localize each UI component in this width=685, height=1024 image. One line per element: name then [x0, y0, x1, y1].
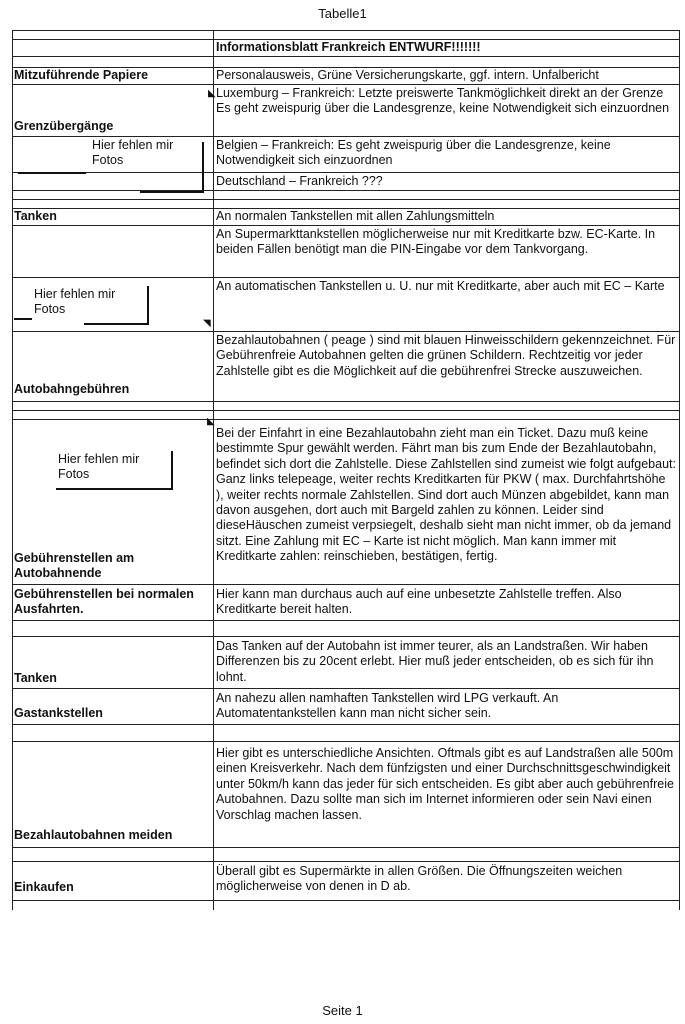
- note-line-1: Hier fehlen mir: [58, 452, 140, 466]
- row-text: Das Tanken auf der Autobahn ist immer teurer, als an Landstraßen. Wir haben Differenzen bis zu 20cent erlebt. Hier muß jeder entscheiden, ob es sich für ihn lohnt.: [216, 639, 654, 684]
- table-row: [12, 620, 680, 636]
- row-text: Deutschland – Frankreich ???: [216, 174, 383, 188]
- note-bracket-line: [171, 451, 173, 489]
- row-label: Grenzübergänge: [14, 119, 114, 133]
- missing-photos-note: [92, 138, 173, 168]
- row-text: An automatischen Tankstellen u. U. nur mit Kreditkarte, aber auch mit EC – Karte: [216, 279, 665, 293]
- row-label: Gastankstellen: [14, 706, 103, 720]
- note-bracket-line: [14, 318, 32, 320]
- note-line-2: Fotos: [92, 153, 124, 167]
- table-row: [12, 84, 680, 136]
- note-bracket-line: [140, 191, 204, 193]
- corner-marker-icon: ◣: [208, 88, 216, 99]
- row-label: Tanken: [14, 209, 57, 223]
- table-row: [12, 419, 680, 584]
- row-label: Einkaufen: [14, 880, 74, 894]
- row-text: Überall gibt es Supermärkte in allen Größen. Die Öffnungszeiten weichen möglicherweise von denen in D ab.: [216, 864, 623, 894]
- table-row: [12, 199, 680, 208]
- page-header-title: Tabelle1: [318, 6, 367, 21]
- row-text: Personalausweis, Grüne Versicherungskarte, ggf. intern. Unfalbericht: [216, 68, 599, 82]
- table-row: [12, 67, 680, 84]
- row-text: An nahezu allen namhaften Tankstellen wird LPG verkauft. An Automatentankstellen kann man nicht sicher sein.: [216, 691, 559, 721]
- row-text: Bei der Einfahrt in eine Bezahlautobahn zieht man ein Ticket. Dazu muß keine bestimmte Spur gewählt werden. Fährt man bis zum Ende der Bezahlautobahn, befindet sich dort die Zahlstelle. Diese Zahlstellen sind zumeist wie folgt aufgebaut: Ganz links telepeage, weiter rechts Kreditkarten für PKW ( max. Durchfahrtshöhe ), weiter rechts normale Zahlstellen. Sind dort auch Münzen abgebildet, kann man davon ausgehen, dort auch mit Bargeld zahlen zu können. Leider sind dieseHäuschen zumeist verpsiegelt, deshalb sieht man nicht immer, ob da jemand sitzt. Eine Zahlung mit EC – Karte ist nicht möglich. Man kann immer mit Kreditkarte zahlen: reinschieben, bestätigen, fertig.: [216, 426, 676, 564]
- row-text: An normalen Tankstellen mit allen Zahlungsmitteln: [216, 209, 495, 223]
- missing-photos-note: [34, 287, 115, 317]
- table-row: [12, 225, 680, 277]
- table-row: [12, 741, 680, 847]
- row-text: Hier gibt es unterschiedliche Ansichten. Oftmals gibt es auf Landstraßen alle 500m einen Kreisverkehr. Nach dem fünfzigsten und einer Durchschnittsgeschwindigkeit unter 50km/h kann das jeder für sich entscheiden. Es gibt aber auch gebührenfreie Autobahnen. Dazu sollte man sich im Internet informieren oder sein Navi einen Vorschlag machen lassen.: [216, 746, 674, 822]
- note-bracket-line: [147, 286, 149, 324]
- table-row: [12, 208, 680, 225]
- table-row: [12, 584, 680, 620]
- table-row: [12, 331, 680, 401]
- row-label: Gebührenstellen bei normalen Ausfahrten.: [14, 587, 194, 616]
- corner-marker-icon: ◣: [207, 416, 215, 427]
- row-text: Belgien – Frankreich: Es geht zweispurig über die Landesgrenze, keine Notwendigkeit sich einzuordnen: [216, 138, 611, 168]
- table-row: [12, 724, 680, 741]
- table-row: [12, 636, 680, 688]
- row-text: Luxemburg – Frankreich: Letzte preiswerte Tankmöglichkeit direkt an der Grenze Es geht zweispurig über die Landesgrenze, keine Notwendigkeit sich einzuordnen: [216, 86, 670, 116]
- note-bracket-line: [202, 142, 204, 192]
- row-label: Tanken: [14, 671, 57, 685]
- page-number: Seite 1: [322, 1003, 363, 1018]
- note-bracket-line: [18, 172, 86, 174]
- table-row: [12, 190, 680, 199]
- note-line-2: Fotos: [58, 467, 90, 481]
- table-row: [12, 39, 680, 56]
- corner-marker-icon: ◥: [203, 318, 211, 329]
- table-row: [12, 688, 680, 724]
- note-bracket-line: [56, 488, 173, 490]
- row-label: Autobahngebühren: [14, 382, 130, 396]
- table-row: [12, 401, 680, 410]
- row-label: Mitzuführende Papiere: [14, 68, 149, 82]
- table-row: [12, 30, 680, 39]
- note-line-1: Hier fehlen mir: [92, 138, 174, 152]
- note-line-2: Fotos: [34, 302, 66, 316]
- row-label: Bezahlautobahnen meiden: [14, 828, 173, 842]
- row-text: Hier kann man durchaus auch auf eine unbesetzte Zahlstelle treffen. Also Kreditkarte bereit halten.: [216, 587, 622, 617]
- row-label: Gebührenstellen am Autobahnende: [14, 551, 135, 580]
- table-row: [12, 410, 680, 419]
- note-bracket-line: [84, 323, 149, 325]
- table-row: [12, 861, 680, 901]
- row-text: Bezahlautobahnen ( peage ) sind mit blauen Hinweisschildern gekennzeichnet. Für Gebührenfreie Autobahnen gelten die grünen Schildern. Rechtzeitig vor jeder Zahlstelle gibt es die Möglichkeit auf die gebührenfrei Strecke auszuweichen.: [216, 333, 676, 378]
- table-row: [12, 56, 680, 67]
- note-line-1: Hier fehlen mir: [34, 287, 116, 301]
- row-text: An Supermarkttankstellen möglicherweise nur mit Kreditkarte bzw. EC-Karte. In beiden Fällen benötigt man die PIN-Eingabe vor dem Tankvorgang.: [216, 227, 656, 257]
- missing-photos-note: [58, 452, 139, 482]
- document-title: Informationsblatt Frankreich ENTWURF!!!!!!!: [216, 40, 481, 54]
- table-row: [12, 172, 680, 190]
- table-row: [12, 847, 680, 861]
